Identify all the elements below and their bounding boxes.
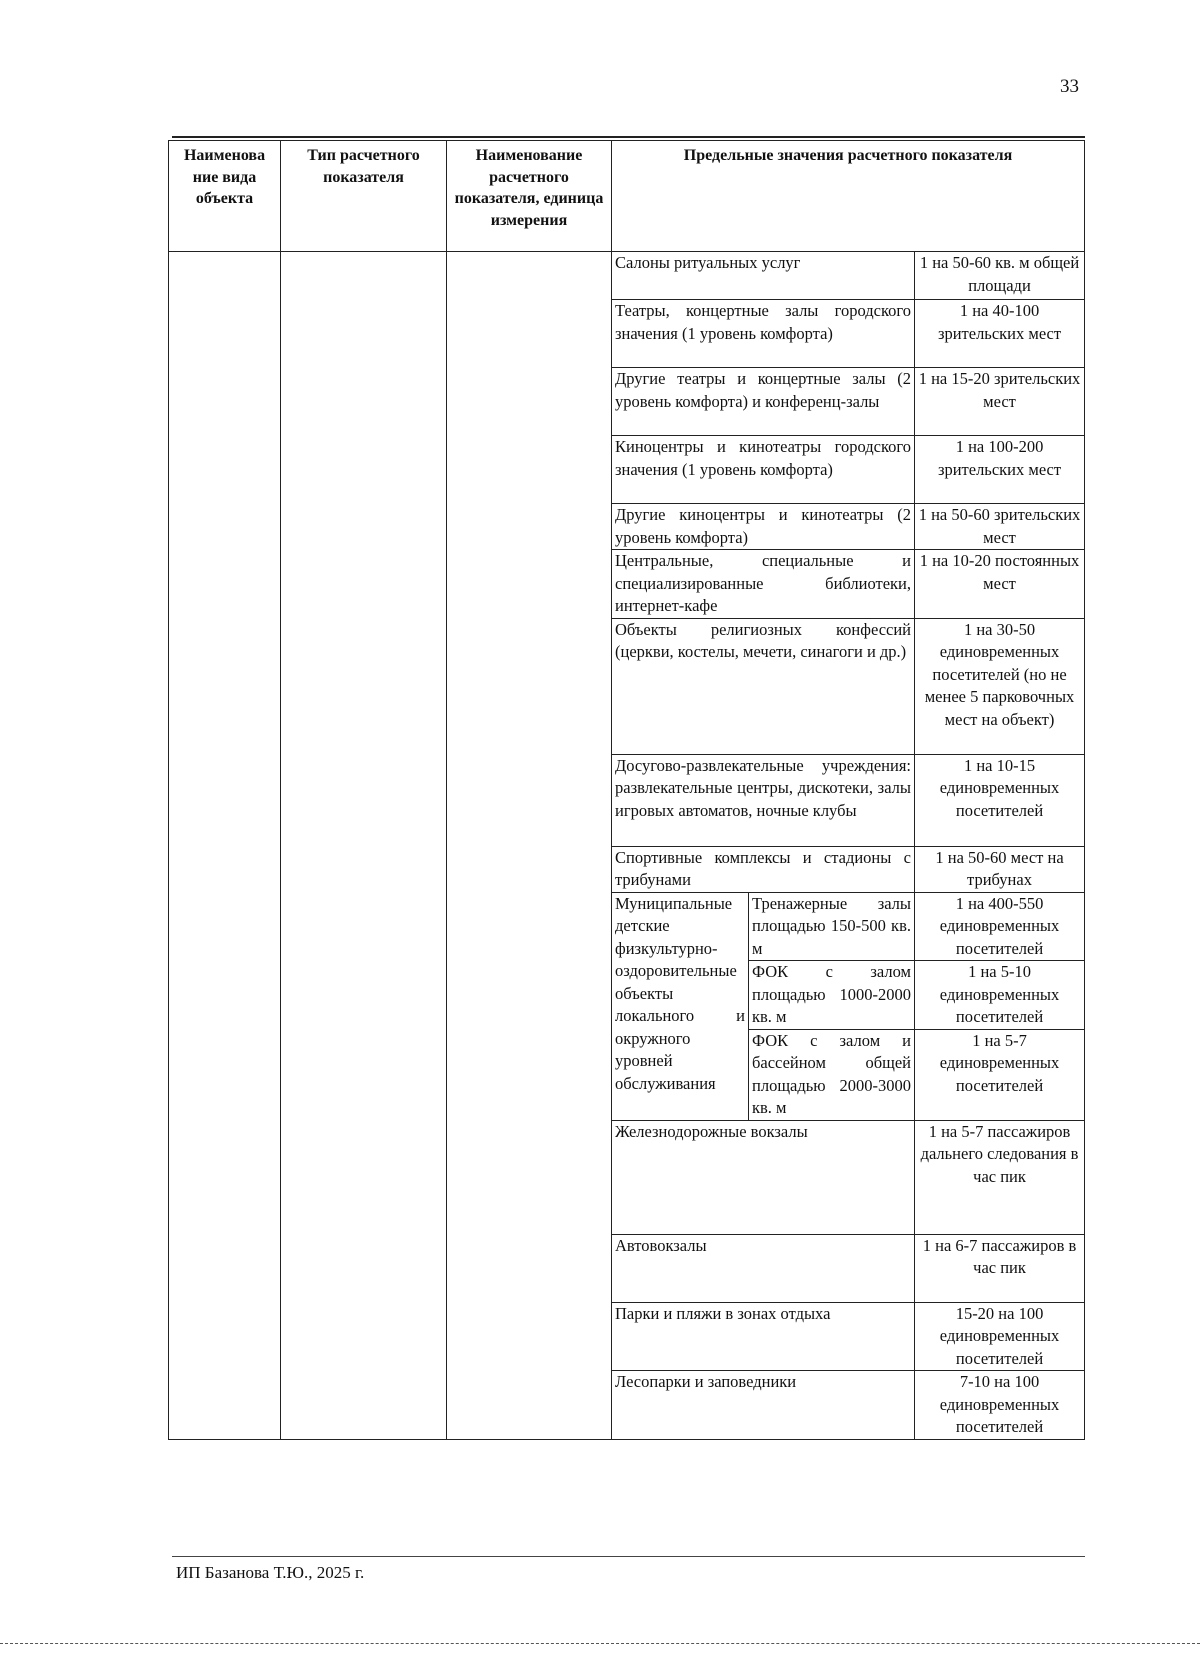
object-type-cell (169, 252, 281, 1440)
limit-value: 1 на 5-7 пассажиров дальнего следования в час пик (915, 1120, 1085, 1234)
scan-artifact-line (0, 1643, 1200, 1644)
object-name: Киноцентры и кинотеатры городского значения (1 уровень комфорта) (612, 436, 915, 504)
object-name: Парки и пляжи в зонах отдыха (612, 1302, 915, 1371)
limit-value: 1 на 400-550 единовременных посетителей (915, 892, 1085, 961)
table-header-row (169, 141, 1085, 252)
indicator-name-cell (447, 252, 612, 1440)
sport-object-name: ФОК с залом площадью 1000-2000 кв. м (749, 961, 915, 1030)
top-rule (172, 136, 1085, 138)
footer-author: ИП Базанова Т.Ю., 2025 г. (176, 1563, 365, 1582)
sport-group-name: Муниципальные детские физкультурно-оздоровительные объекты локального и окружного уровней обслуживания (612, 892, 749, 1120)
object-name: Салоны ритуальных услуг (612, 252, 915, 300)
sport-object-name: ФОК с залом и бассейном общей площадью 2000-3000 кв. м (749, 1029, 915, 1120)
object-name: Железнодорожные вокзалы (612, 1120, 915, 1234)
object-name: Центральные, специальные и специализированные библиотеки, интернет-кафе (612, 550, 915, 619)
limit-value: 1 на 50-60 кв. м общей площади (915, 252, 1085, 300)
object-name: Другие театры и концертные залы (2 уровень комфорта) и конференц-залы (612, 368, 915, 436)
limit-value: 1 на 40-100 зрительских мест (915, 300, 1085, 368)
page-number: 33 (1060, 76, 1079, 97)
table-row (169, 252, 1085, 300)
limit-value: 1 на 5-7 единовременных посетителей (915, 1029, 1085, 1120)
limit-value: 1 на 50-60 мест на трибунах (915, 846, 1085, 892)
header-limit-values: Предельные значения расчетного показателя (612, 141, 1085, 252)
header-indicator-name: Наименование расчетного показателя, единица измерения (447, 141, 612, 252)
object-name: Автовокзалы (612, 1234, 915, 1302)
limit-value: 1 на 6-7 пассажиров в час пик (915, 1234, 1085, 1302)
limit-value: 1 на 100-200 зрительских мест (915, 436, 1085, 504)
limit-value: 15-20 на 100 единовременных посетителей (915, 1302, 1085, 1371)
header-object-type: Наименова ние вида объекта (169, 141, 281, 252)
limit-value: 1 на 10-15 единовременных посетителей (915, 754, 1085, 846)
parking-norms-table (168, 140, 1085, 1440)
limit-value: 7-10 на 100 единовременных посетителей (915, 1371, 1085, 1440)
object-name: Другие киноцентры и кинотеатры (2 уровень комфорта) (612, 504, 915, 550)
indicator-type-cell (281, 252, 447, 1440)
limit-value: 1 на 10-20 постоянных мест (915, 550, 1085, 619)
header-indicator-type: Тип расчетного показателя (281, 141, 447, 252)
footer-rule (172, 1556, 1085, 1557)
object-name: Объекты религиозных конфессий (церкви, костелы, мечети, синагоги и др.) (612, 618, 915, 754)
object-name: Лесопарки и заповедники (612, 1371, 915, 1440)
limit-value: 1 на 30-50 единовременных посетителей (но не менее 5 парковочных мест на объект) (915, 618, 1085, 754)
limit-value: 1 на 5-10 единовременных посетителей (915, 961, 1085, 1030)
object-name: Театры, концертные залы городского значения (1 уровень комфорта) (612, 300, 915, 368)
limit-value: 1 на 50-60 зрительских мест (915, 504, 1085, 550)
sport-object-name: Тренажерные залы площадью 150-500 кв. м (749, 892, 915, 961)
limit-value: 1 на 15-20 зрительских мест (915, 368, 1085, 436)
object-name: Досугово-развлекательные учреждения: развлекательные центры, дискотеки, залы игровых автоматов, ночные клубы (612, 754, 915, 846)
object-name: Спортивные комплексы и стадионы с трибунами (612, 846, 915, 892)
